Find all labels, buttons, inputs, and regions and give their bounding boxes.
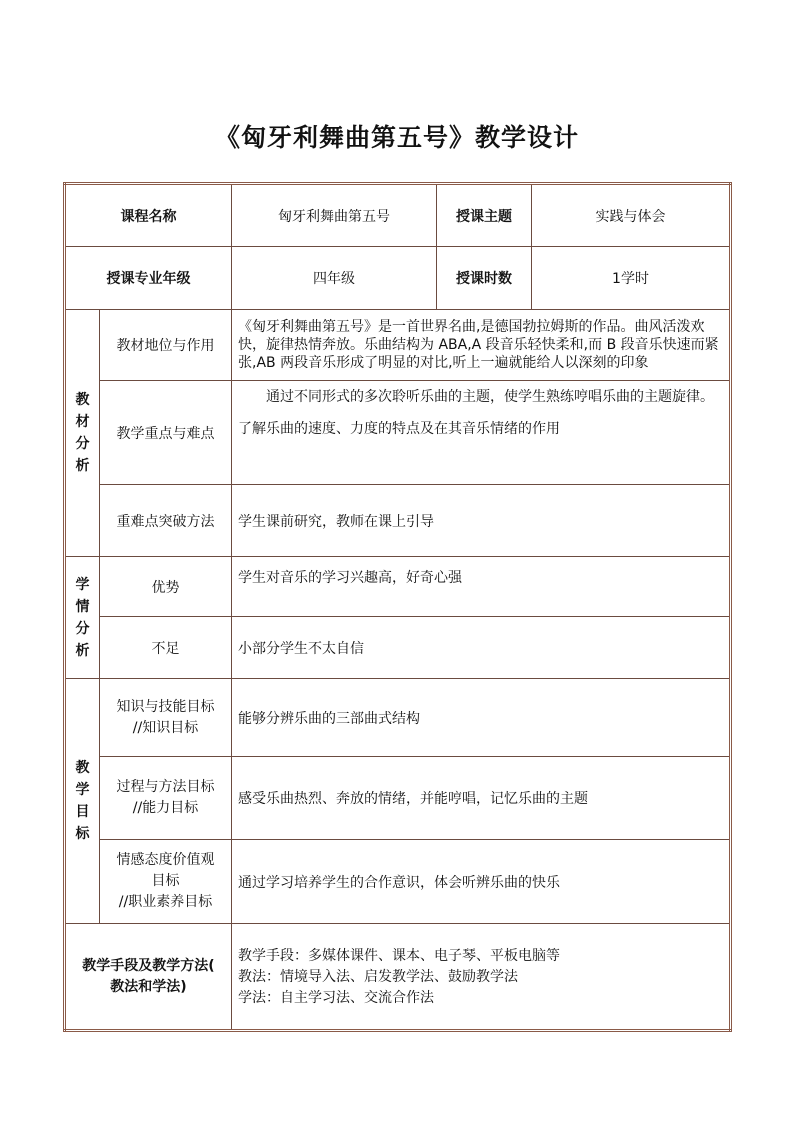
theme-value: 实践与体会 xyxy=(532,184,731,247)
keypoints-text: 通过不同形式的多次聆听乐曲的主题，使学生熟练哼唱乐曲的主题旋律。了解乐曲的速度、力度的特点及在其音乐情绪的作用 xyxy=(232,381,731,485)
process-objective-label: 过程与方法目标 //能力目标 xyxy=(100,757,232,840)
process-objective-text: 感受乐曲热烈、奔放的情绪，并能哼唱，记忆乐曲的主题 xyxy=(232,757,731,840)
knowledge-objective-text: 能够分辨乐曲的三部曲式结构 xyxy=(232,679,731,757)
lesson-plan-table xyxy=(63,182,732,1032)
grade-row xyxy=(65,247,731,310)
knowledge-objective-label: 知识与技能目标 //知识目标 xyxy=(100,679,232,757)
grade-label: 授课专业年级 xyxy=(65,247,232,310)
course-name-row xyxy=(65,184,731,247)
teaching-methods-label: 教学手段及教学方法( 教法和学法) xyxy=(65,924,232,1031)
teaching-methods-text xyxy=(232,924,731,1031)
weakness-row xyxy=(65,617,731,679)
page-title: 《匈牙利舞曲第五号》教学设计 xyxy=(214,123,579,152)
attitude-objective-label: 情感态度价值观 目标 //职业素养目标 xyxy=(100,840,232,924)
hours-label: 授课时数 xyxy=(437,247,532,310)
breakthrough-method-label: 重难点突破方法 xyxy=(100,485,232,557)
teaching-means-line: 教学手段：多媒体课件、课本、电子琴、平板电脑等 xyxy=(238,948,560,964)
breakthrough-method-row xyxy=(65,485,731,557)
advantage-label: 优势 xyxy=(100,557,232,617)
keypoints-label: 教学重点与难点 xyxy=(100,381,232,485)
teaching-methods-row xyxy=(65,924,731,1031)
grade-value: 四年级 xyxy=(232,247,437,310)
material-analysis-group-label: 教 材 分 析 xyxy=(65,310,100,557)
learner-analysis-group-label: 学 情 分 析 xyxy=(65,557,100,679)
hours-value: 1学时 xyxy=(532,247,731,310)
breakthrough-method-text: 学生课前研究，教师在课上引导 xyxy=(232,485,731,557)
objectives-group-label: 教 学 目 标 xyxy=(65,679,100,924)
knowledge-objective-row xyxy=(65,679,731,757)
learning-method-line: 学法：自主学习法、交流合作法 xyxy=(238,990,434,1006)
course-name-value: 匈牙利舞曲第五号 xyxy=(232,184,437,247)
process-objective-row xyxy=(65,757,731,840)
attitude-objective-row xyxy=(65,840,731,924)
advantage-row xyxy=(65,557,731,617)
weakness-text: 小部分学生不太自信 xyxy=(232,617,731,679)
course-name-label: 课程名称 xyxy=(65,184,232,247)
advantage-text: 学生对音乐的学习兴趣高，好奇心强 xyxy=(232,557,731,617)
theme-label: 授课主题 xyxy=(437,184,532,247)
keypoints-row xyxy=(65,381,731,485)
teaching-method-line: 教法：情境导入法、启发教学法、鼓励教学法 xyxy=(238,969,518,985)
weakness-label: 不足 xyxy=(100,617,232,679)
material-position-row xyxy=(65,310,731,381)
material-position-label: 教材地位与作用 xyxy=(100,310,232,381)
material-position-text: 《匈牙利舞曲第五号》是一首世界名曲,是德国勃拉姆斯的作品。曲风活泼欢快，旋律热情奔放。乐曲结构为 ABA,A 段音乐轻快柔和,而 B 段音乐快速而紧张,AB 两段音乐形成了明显的对比,听上一遍就能给人以深刻的印象 xyxy=(232,310,731,381)
attitude-objective-text: 通过学习培养学生的合作意识，体会听辨乐曲的快乐 xyxy=(232,840,731,924)
